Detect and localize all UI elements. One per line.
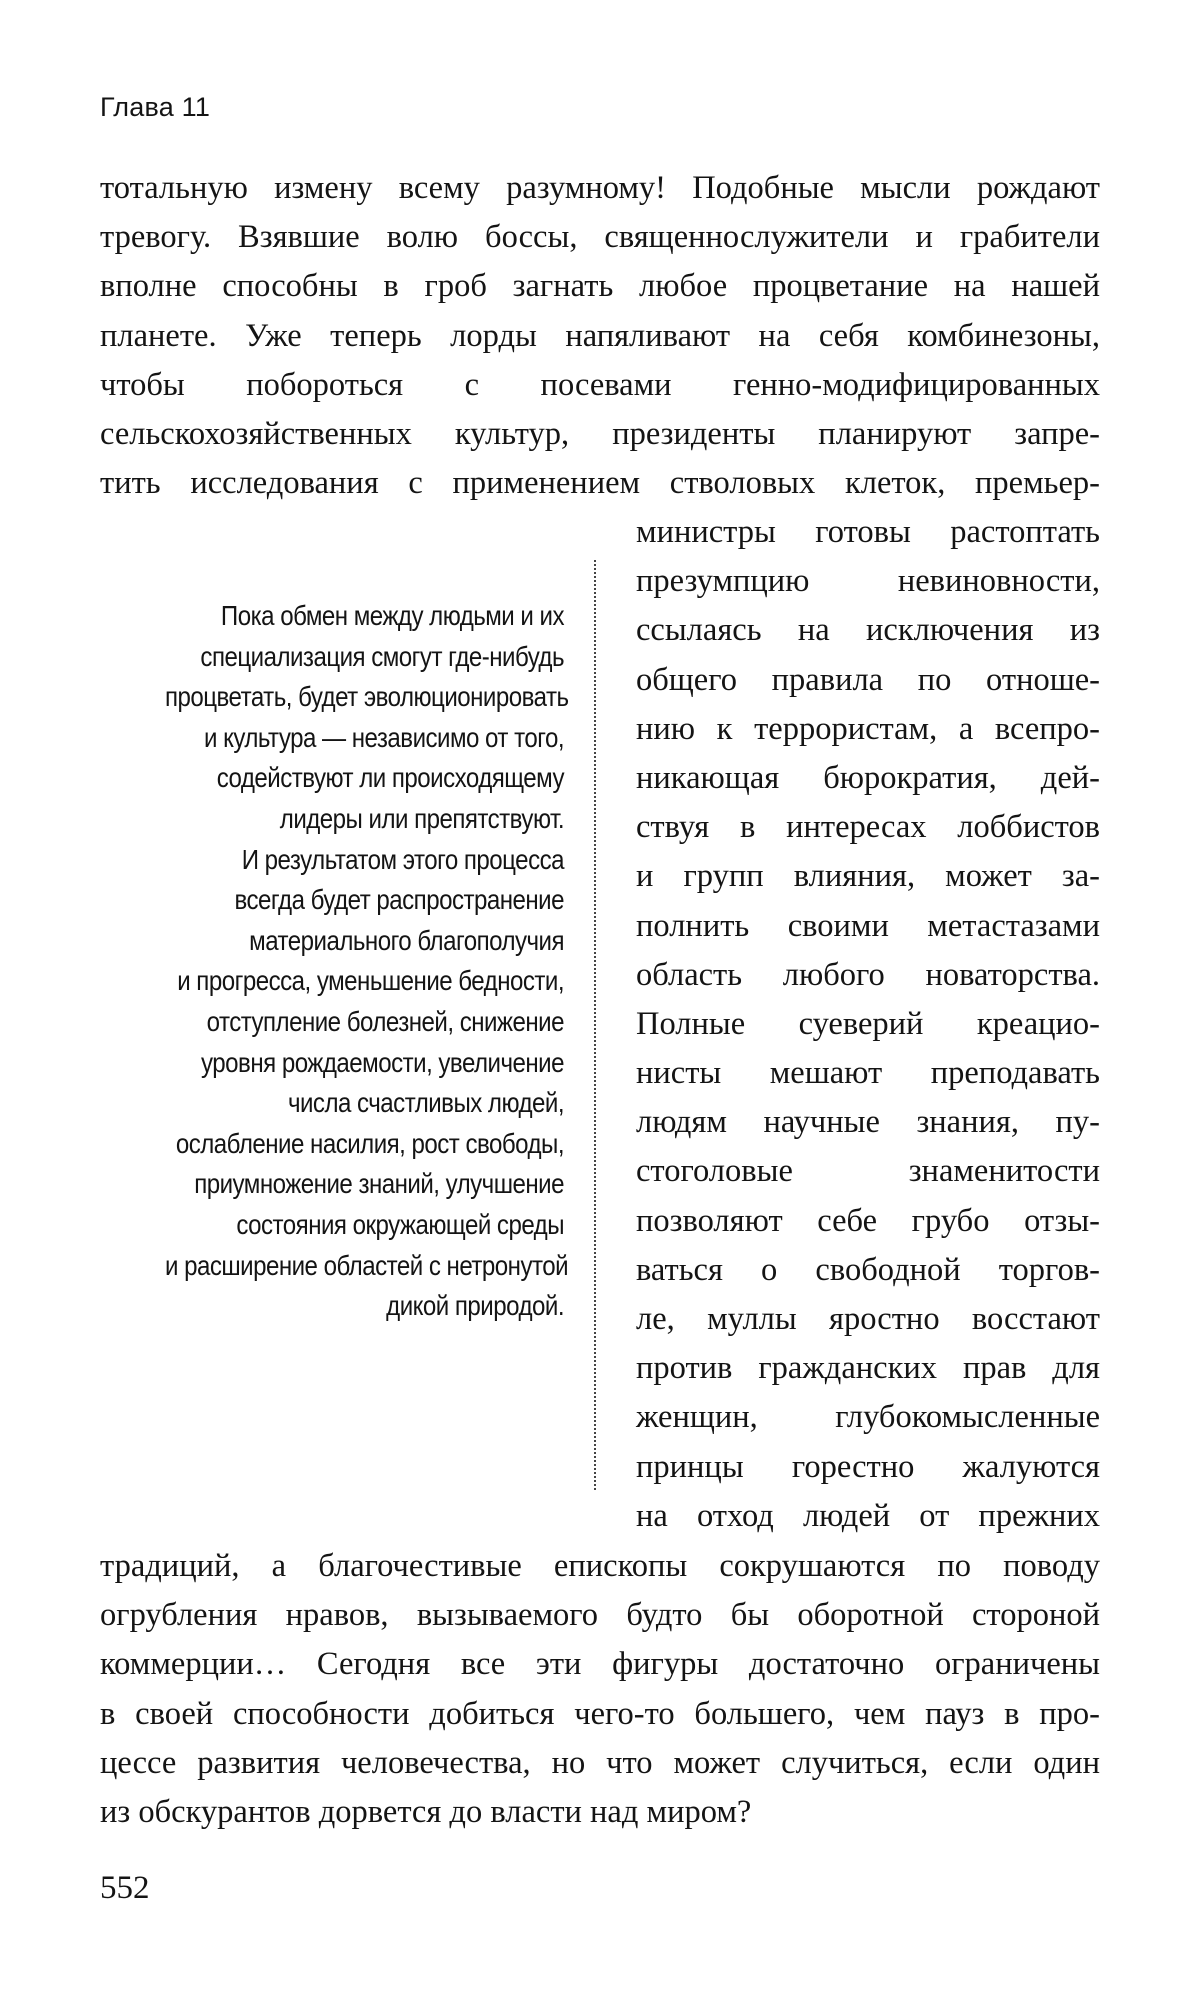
pull-quote-line: И результатом этого процесса — [241, 843, 564, 875]
text-line: против гражданских прав для — [636, 1350, 1100, 1387]
pull-quote-line: состояния окружающей среды — [236, 1208, 564, 1240]
text-line: позволяют себе грубо отзы- — [636, 1202, 1100, 1239]
text-line: женщин, глубокомысленные — [636, 1399, 1100, 1436]
pull-quote-line: процветать, будет эволюционировать — [164, 681, 569, 713]
pull-quote-line: и расширение областей с нетронутой — [164, 1249, 569, 1281]
right-column-text — [636, 508, 1100, 1541]
pull-quote-line: Пока обмен между людьми и их — [220, 600, 564, 631]
text-line: планете. Уже теперь лорды напяливают на себя комбинезоны, — [100, 317, 1100, 354]
pull-quote-line: лидеры или препятствуют. — [279, 802, 564, 834]
pull-quote-line: уровня рождаемости, увеличение — [201, 1046, 565, 1078]
pull-quote-line: материального благополучия — [249, 924, 564, 956]
text-line: тить исследования с применением стволовых клеток, премьер- — [100, 465, 1100, 502]
text-line: коммерции… Сегодня все эти фигуры достаточно ограничены — [100, 1646, 1100, 1683]
text-line: сельскохозяйственных культур, президенты планируют запре- — [100, 415, 1100, 452]
text-line: никающая бюрократия, дей- — [636, 759, 1100, 796]
pull-quote-line: дикой природой. — [386, 1290, 564, 1322]
pull-quote-line: числа счастливых людей, — [287, 1087, 564, 1119]
text-line: из обскурантов дорвется до власти над миром? — [100, 1793, 752, 1830]
text-line: стоголовые знаменитости — [636, 1153, 1100, 1190]
text-line: ваться о свободной торгов- — [636, 1251, 1100, 1288]
text-line: область любого новаторства. — [636, 956, 1100, 993]
running-header: Глава 11 — [100, 92, 211, 122]
text-line: тотальную измену всему разумному! Подобные мысли рождают — [100, 170, 1100, 206]
text-line: ствуя в интересах лоббистов — [636, 809, 1100, 846]
pull-quote-line: ослабление насилия, рост свободы, — [175, 1127, 565, 1159]
text-line: тревогу. Взявшие волю боссы, священнослужители и грабители — [100, 219, 1100, 256]
text-line: общего правила по отноше- — [636, 661, 1100, 698]
pull-quote-line: и прогресса, уменьшение бедности, — [177, 965, 565, 997]
pull-quote — [100, 596, 569, 1327]
text-line: ссылаясь на исключения из — [636, 612, 1100, 649]
pull-quote-line: приумножение знаний, улучшение — [194, 1168, 564, 1200]
pull-quote-line: отступление болезней, снижение — [206, 1005, 564, 1037]
column-divider — [594, 560, 596, 1490]
text-line: и групп влияния, может за- — [636, 858, 1100, 895]
pull-quote-line: и культура — независимо от того, — [203, 721, 564, 753]
text-line: нию к террористам, а всепро- — [636, 710, 1100, 747]
text-line: полнить своими метастазами — [636, 907, 1100, 944]
pull-quote-line: специализация смогут где-нибудь — [200, 640, 564, 672]
bottom-paragraph — [100, 1542, 1100, 1837]
text-line: нисты мешают преподавать — [636, 1055, 1100, 1092]
top-paragraph — [100, 164, 1100, 508]
text-line: цессе развития человечества, но что может случиться, если один — [100, 1744, 1100, 1781]
text-line: в своей способности добиться чего-то большего, чем пауз в про- — [100, 1695, 1100, 1732]
pull-quote-line: содействуют ли происходящему — [216, 762, 564, 794]
page-number: 552 — [100, 1870, 150, 1906]
text-line: вполне способны в гроб загнать любое процветание на нашей — [100, 268, 1100, 305]
text-line: Полные суеверий креацио- — [636, 1005, 1100, 1042]
text-line: на отход людей от прежних — [636, 1497, 1100, 1534]
text-line: министры готовы растоптать — [636, 514, 1100, 550]
pull-quote-line: всегда будет распространение — [234, 884, 564, 916]
text-line: принцы горестно жалуются — [636, 1448, 1100, 1485]
text-line: огрубления нравов, вызываемого будто бы оборотной стороной — [100, 1597, 1100, 1634]
text-line: людям научные знания, пу- — [636, 1104, 1100, 1141]
text-line: ле, муллы яростно восстают — [636, 1301, 1100, 1337]
text-line: традиций, а благочестивые епископы сокрушаются по поводу — [100, 1548, 1100, 1584]
text-line: чтобы побороться с посевами генно-модифицированных — [100, 366, 1100, 403]
text-line: презумпцию невиновности, — [636, 563, 1100, 600]
